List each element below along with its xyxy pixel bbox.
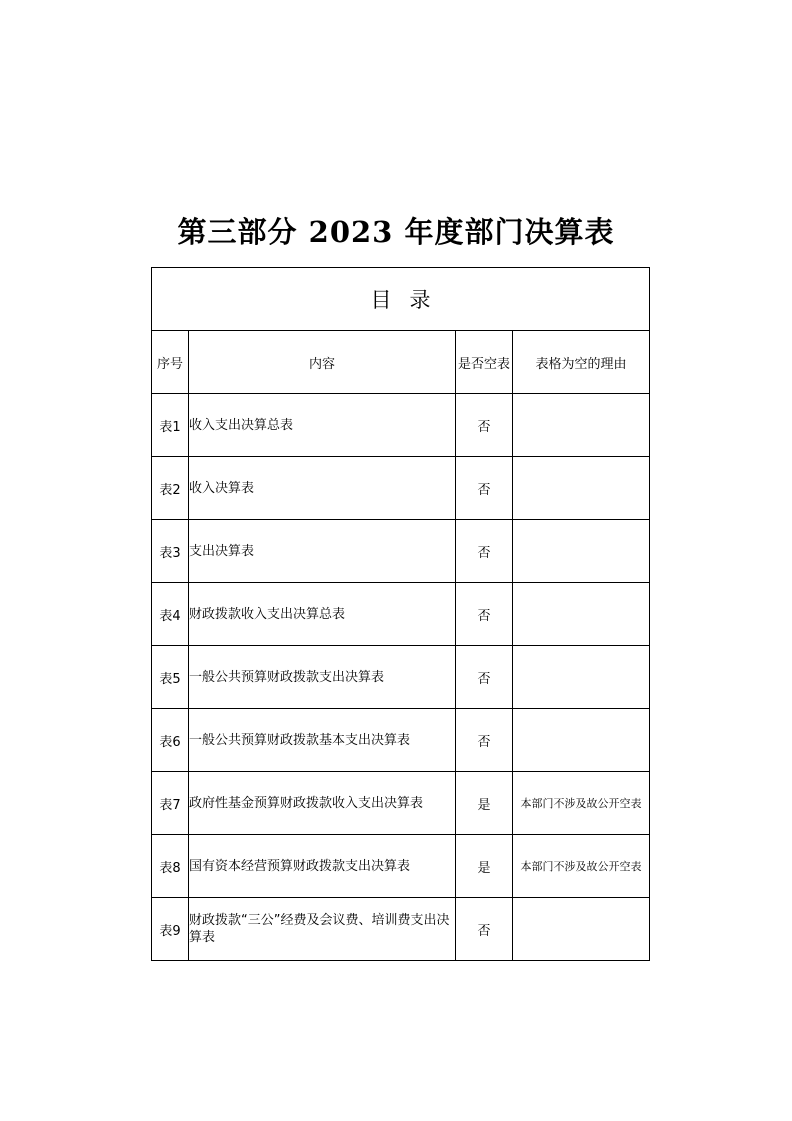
row-is-empty: 否: [456, 898, 513, 961]
toc-table: [151, 267, 650, 961]
row-seq: 表4: [152, 583, 189, 646]
table-row: [152, 709, 650, 772]
row-seq: 表3: [152, 520, 189, 583]
row-is-empty: 否: [456, 646, 513, 709]
header-content: 内容: [189, 331, 456, 394]
header-reason: 表格为空的理由: [513, 331, 650, 394]
row-seq: 表8: [152, 835, 189, 898]
row-reason: [513, 898, 650, 961]
row-content: 收入决算表: [189, 457, 456, 520]
table-row: [152, 457, 650, 520]
row-seq: 表1: [152, 394, 189, 457]
row-content: 国有资本经营预算财政拨款支出决算表: [189, 835, 456, 898]
row-is-empty: 是: [456, 772, 513, 835]
table-row: [152, 646, 650, 709]
row-reason: [513, 394, 650, 457]
row-seq: 表7: [152, 772, 189, 835]
table-header-row: [152, 331, 650, 394]
row-reason: [513, 583, 650, 646]
row-content: 一般公共预算财政拨款支出决算表: [189, 646, 456, 709]
row-content: 政府性基金预算财政拨款收入支出决算表: [189, 772, 456, 835]
row-is-empty: 是: [456, 835, 513, 898]
row-content: 财政拨款“三公”经费及会议费、培训费支出决算表: [189, 898, 456, 961]
row-content: 一般公共预算财政拨款基本支出决算表: [189, 709, 456, 772]
table-row: [152, 835, 650, 898]
row-seq: 表5: [152, 646, 189, 709]
row-is-empty: 否: [456, 583, 513, 646]
toc-caption-row: [152, 268, 650, 331]
row-is-empty: 否: [456, 457, 513, 520]
table-row: [152, 898, 650, 961]
row-reason: [513, 520, 650, 583]
toc-caption: 目录: [152, 268, 650, 331]
row-reason: 本部门不涉及故公开空表: [513, 835, 650, 898]
row-is-empty: 否: [456, 520, 513, 583]
table-row: [152, 583, 650, 646]
table-row: [152, 772, 650, 835]
row-reason: [513, 457, 650, 520]
row-content: 财政拨款收入支出决算总表: [189, 583, 456, 646]
row-reason: 本部门不涉及故公开空表: [513, 772, 650, 835]
row-seq: 表2: [152, 457, 189, 520]
table-row: [152, 520, 650, 583]
row-is-empty: 否: [456, 709, 513, 772]
row-seq: 表6: [152, 709, 189, 772]
row-content: 支出决算表: [189, 520, 456, 583]
row-is-empty: 否: [456, 394, 513, 457]
table-row: [152, 394, 650, 457]
row-reason: [513, 646, 650, 709]
row-content: 收入支出决算总表: [189, 394, 456, 457]
page-title: 第三部分 2023 年度部门决算表: [177, 215, 615, 249]
header-is-empty: 是否空表: [456, 331, 513, 394]
row-seq: 表9: [152, 898, 189, 961]
row-reason: [513, 709, 650, 772]
header-seq: 序号: [152, 331, 189, 394]
